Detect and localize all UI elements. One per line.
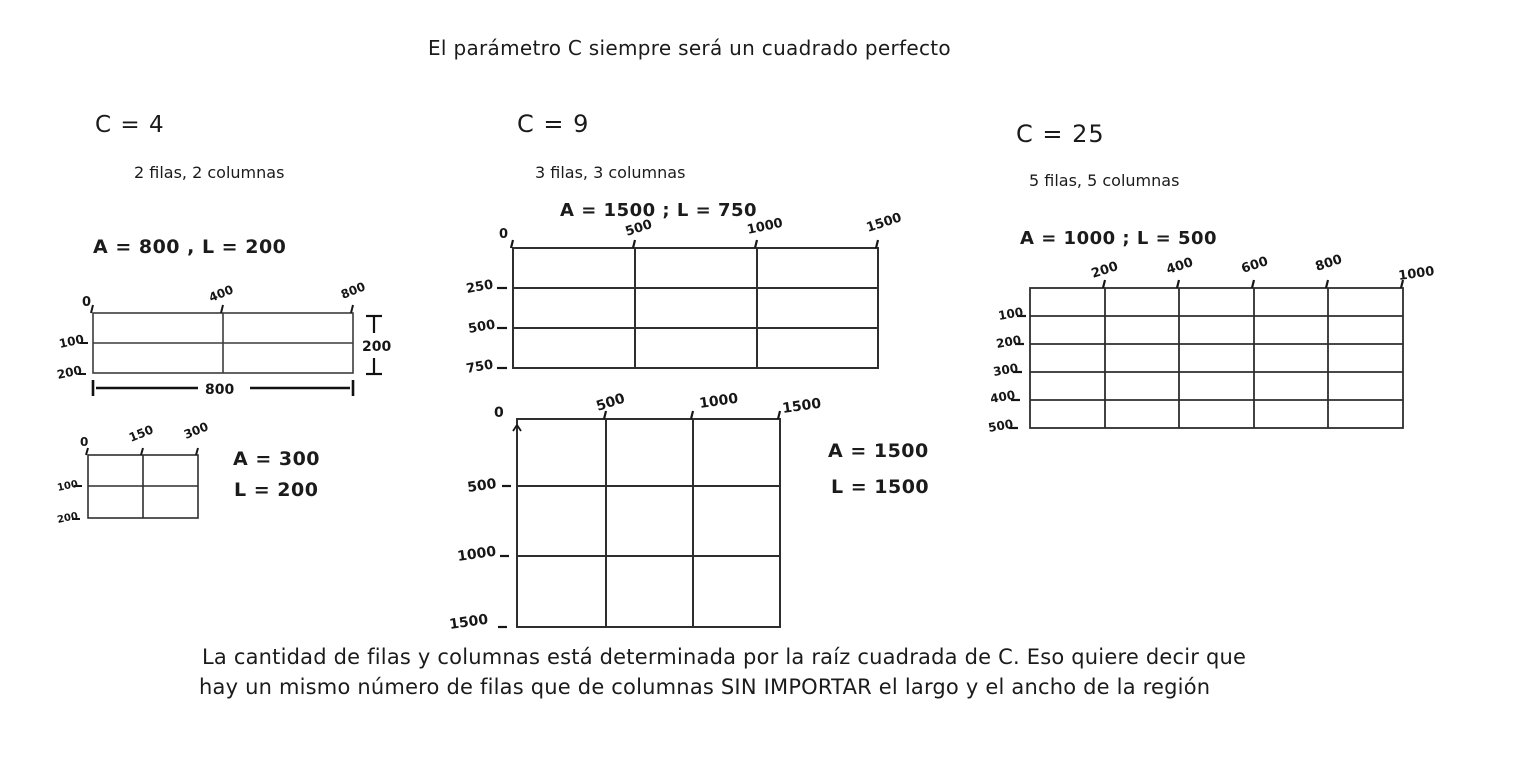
c9-grid2-tick-labels [448, 390, 822, 632]
tick-label: 0 [499, 227, 509, 242]
c4-grid2-params-l: L = 200 [234, 479, 319, 501]
c4-grid1-tick-labels [56, 279, 368, 382]
c4-grid2-lines [88, 455, 198, 518]
tick-label: 800 [338, 279, 368, 302]
c9-grid2-tick-marks [498, 411, 780, 627]
c4-grid1-tick-marks [78, 305, 353, 374]
tick-label: 300 [992, 360, 1020, 379]
tick-label: 500 [594, 390, 628, 415]
tick-label: 100 [997, 304, 1025, 323]
tick-label: 0 [82, 295, 92, 310]
c4-grid1 [55, 278, 408, 410]
tick-label: 200 [995, 332, 1023, 351]
tick-label: 0 [494, 405, 504, 421]
tick-label: 400 [206, 282, 236, 305]
c4-grid2-tick-marks [72, 448, 198, 519]
tick-label: 600 [1239, 254, 1271, 277]
c9-label: C = 9 [517, 110, 590, 138]
tick-label: 500 [623, 217, 655, 240]
tick-label: 300 [181, 419, 211, 442]
c9-grid2 [440, 390, 930, 647]
c4-dims-label: 2 filas, 2 columnas [134, 163, 285, 182]
c25-grid1-lines [1030, 288, 1403, 428]
c9-grid2-params-l: L = 1500 [831, 476, 930, 498]
tick-label: 500 [987, 416, 1015, 435]
tick-label: 250 [465, 277, 495, 297]
c9-grid2-params-a: A = 1500 [828, 440, 929, 462]
c25-dims-label: 5 filas, 5 columnas [1029, 171, 1180, 190]
c25-label: C = 25 [1016, 120, 1105, 148]
tick-label: 500 [466, 476, 498, 496]
tick-label: 1000 [456, 543, 498, 565]
tick-label: 200 [1089, 259, 1121, 282]
tick-label: 750 [465, 357, 495, 377]
tick-label: 1000 [745, 215, 785, 238]
tick-label: 1500 [781, 395, 823, 417]
tick-label: 100 [56, 478, 80, 494]
tick-label: 1000 [1397, 264, 1436, 284]
tick-label: 500 [467, 317, 497, 337]
c25-grid1-tick-marks [1009, 280, 1403, 428]
c9-dims-label: 3 filas, 3 columnas [535, 163, 686, 182]
c9-grid1-lines [513, 248, 878, 368]
tick-label: 100 [57, 332, 86, 351]
caption-line-1: La cantidad de filas y columnas está determinada por la raíz cuadrada de C. Eso quiere decir que [202, 645, 1247, 669]
tick-label: 400 [989, 387, 1017, 406]
c4-grid1-lines [93, 313, 353, 373]
c4-grid2 [58, 420, 223, 535]
tick-label: 400 [1164, 255, 1196, 278]
c4-grid2-params-a: A = 300 [233, 448, 321, 470]
bottom-dimension-label: 800 [205, 382, 235, 398]
c9-grid1-params-label: A = 1500 ; L = 750 [560, 200, 758, 221]
c9-grid2-lines [517, 419, 780, 627]
tick-label: 200 [55, 363, 84, 382]
tick-label: 800 [1313, 252, 1345, 275]
c25-grid1-params-label: A = 1000 ; L = 500 [1020, 228, 1218, 249]
tick-label: 1500 [448, 611, 490, 633]
tick-label: 0 [80, 435, 89, 449]
c9-grid1-tick-marks [497, 240, 878, 368]
c4-grid1-params-label: A = 800 , L = 200 [93, 236, 287, 258]
caption-line-2: hay un mismo número de filas que de columnas SIN IMPORTAR el largo y el ancho de la región [199, 675, 1211, 699]
c25-grid1 [975, 250, 1480, 450]
tick-label: 1500 [864, 210, 904, 236]
page-title: El parámetro C siempre será un cuadrado perfecto [428, 36, 951, 60]
c9-grid1-tick-labels [465, 210, 904, 377]
c4-label: C = 4 [95, 112, 165, 138]
tick-label: 200 [56, 510, 80, 526]
tick-label: 150 [126, 422, 156, 445]
c4-grid2-tick-labels [56, 419, 210, 526]
tick-label: 1000 [698, 390, 740, 412]
right-dimension-label: 200 [362, 339, 392, 355]
